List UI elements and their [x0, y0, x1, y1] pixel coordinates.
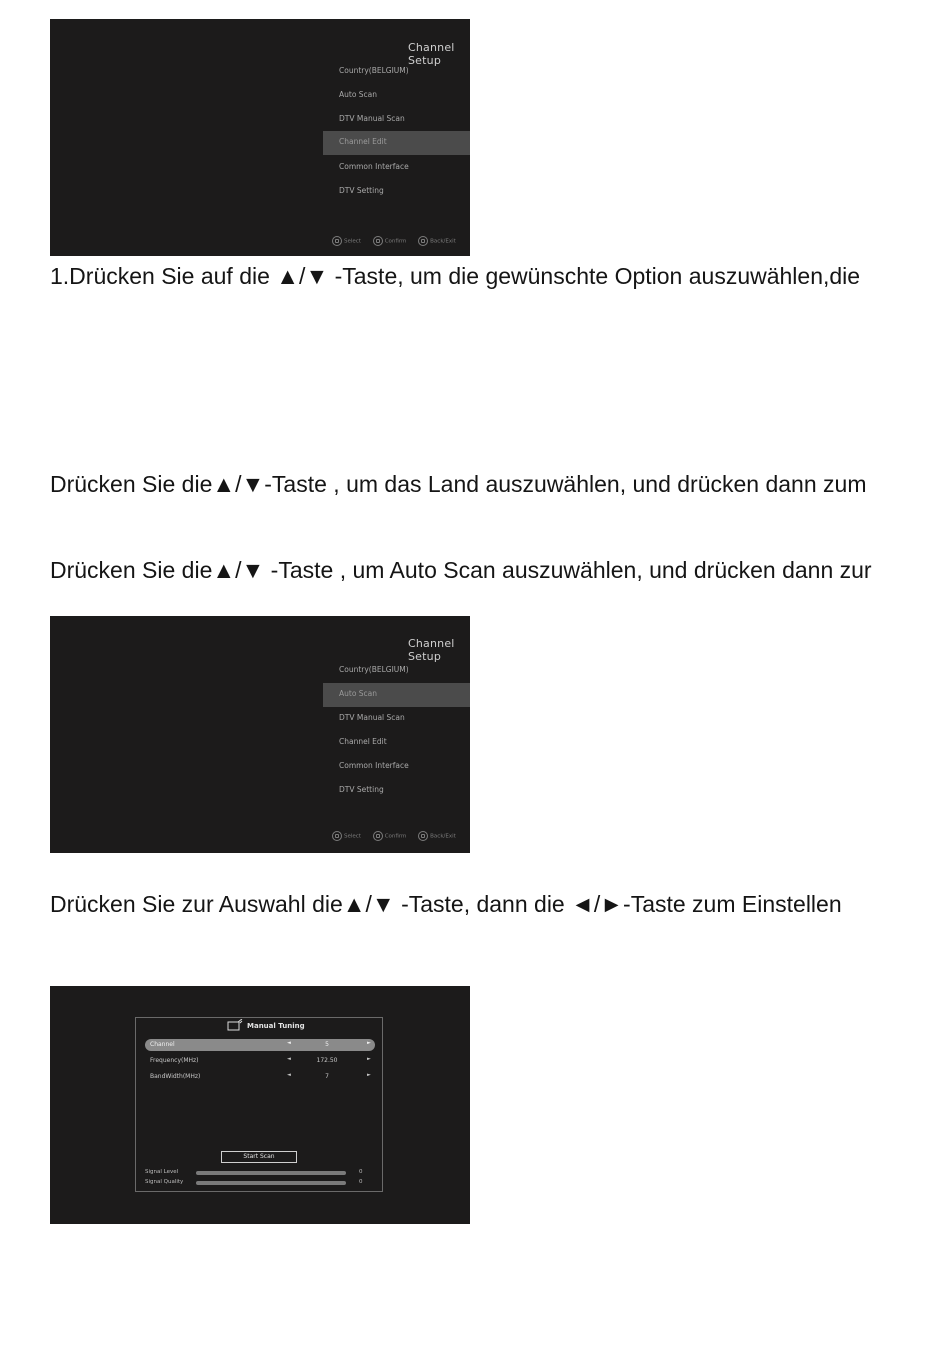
- right-arrow-icon[interactable]: ►: [367, 1040, 371, 1046]
- menu-item-country[interactable]: Country(BELGIUM): [339, 665, 409, 674]
- confirm-icon: [373, 831, 383, 841]
- channel-setup-screen-1: [50, 19, 470, 256]
- row-frequency[interactable]: Frequency(MHz) ◄ 172.50 ►: [150, 1056, 371, 1064]
- menu-item-dtv-setting[interactable]: DTV Setting: [339, 186, 384, 195]
- instruction-1: 1.Drücken Sie auf die ▲/▼ -Taste, um die gewünschte Option auszuwählen,die: [50, 263, 861, 289]
- select-icon: [332, 236, 342, 246]
- confirm-icon: [373, 236, 383, 246]
- instruction-3: Drücken Sie die▲/▼ -Taste , um Auto Scan auszuwählen, und drücken dann zur: [50, 557, 872, 583]
- row-bandwidth[interactable]: BandWidth(MHz) ◄ 7 ►: [150, 1072, 371, 1080]
- signal-quality-bar: [196, 1181, 346, 1185]
- hint-select: Select: [332, 236, 361, 246]
- menu-item-dtv-manual-scan[interactable]: DTV Manual Scan: [339, 713, 405, 722]
- instruction-2: Drücken Sie die▲/▼-Taste , um das Land auszuwählen, und drücken dann zum: [50, 471, 867, 497]
- signal-level-label: Signal Level: [145, 1169, 179, 1175]
- signal-quality-label: Signal Quality: [145, 1179, 184, 1185]
- menu-item-common-interface[interactable]: Common Interface: [339, 761, 409, 770]
- menu-item-dtv-manual-scan[interactable]: DTV Manual Scan: [339, 114, 405, 123]
- hint-bar: [332, 236, 466, 246]
- menu-title: Channel Setup: [408, 41, 455, 67]
- dialog-title: Manual Tuning: [247, 1022, 305, 1030]
- hint-bar: [332, 831, 466, 841]
- right-arrow-icon[interactable]: ►: [367, 1056, 371, 1062]
- left-arrow-icon[interactable]: ◄: [287, 1040, 291, 1046]
- row-channel[interactable]: Channel ◄ 5 ►: [145, 1039, 375, 1051]
- signal-level-value: 0: [359, 1169, 363, 1175]
- hint-back-exit: Back/Exit: [418, 236, 456, 246]
- hint-select: Select: [332, 831, 361, 841]
- menu-item-channel-edit[interactable]: Channel Edit: [339, 737, 387, 746]
- menu-item-country[interactable]: Country(BELGIUM): [339, 66, 409, 75]
- left-arrow-icon[interactable]: ◄: [287, 1072, 291, 1078]
- hint-back-exit: Back/Exit: [418, 831, 456, 841]
- select-icon: [332, 831, 342, 841]
- hint-confirm: Confirm: [373, 831, 407, 841]
- menu-item-dtv-setting[interactable]: DTV Setting: [339, 785, 384, 794]
- menu-item-auto-scan[interactable]: Auto Scan: [323, 683, 470, 707]
- menu-item-auto-scan[interactable]: Auto Scan: [339, 90, 378, 99]
- signal-level-bar: [196, 1171, 346, 1175]
- manual-tuning-screen: [50, 986, 470, 1224]
- back-icon: [418, 831, 428, 841]
- signal-quality-value: 0: [359, 1179, 363, 1185]
- start-scan-button[interactable]: Start Scan: [221, 1151, 297, 1163]
- hint-confirm: Confirm: [373, 236, 407, 246]
- tv-antenna-icon: [227, 1019, 243, 1031]
- channel-setup-screen-2: [50, 616, 470, 853]
- back-icon: [418, 236, 428, 246]
- menu-item-common-interface[interactable]: Common Interface: [339, 162, 409, 171]
- left-arrow-icon[interactable]: ◄: [287, 1056, 291, 1062]
- menu-item-channel-edit[interactable]: Channel Edit: [323, 131, 470, 155]
- instruction-4: Drücken Sie zur Auswahl die▲/▼ -Taste, dann die ◄/►-Taste zum Einstellen: [50, 891, 842, 917]
- menu-title: Channel Setup: [408, 637, 455, 663]
- right-arrow-icon[interactable]: ►: [367, 1072, 371, 1078]
